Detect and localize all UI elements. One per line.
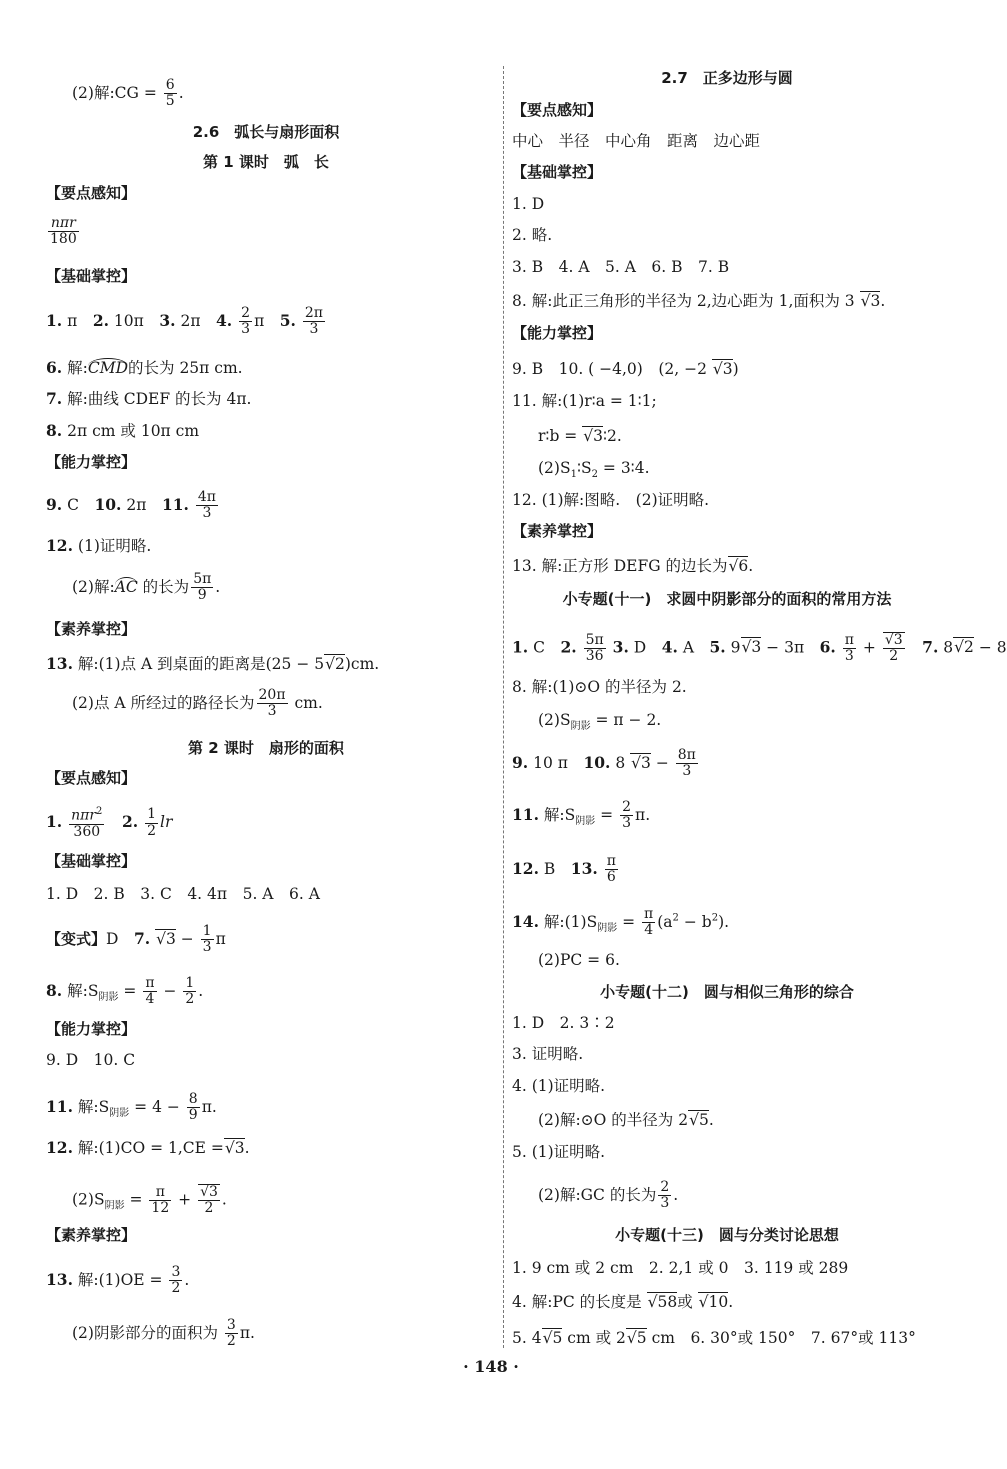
lesson-title: 第 2 课时 扇形的面积	[188, 739, 344, 757]
answer-line: r∶b = √3∶2.	[538, 427, 622, 445]
answer-line: 9. B 10. ( −4,0) (2, −2 √3)	[512, 360, 739, 378]
answer-line: 8. 2π cm 或 10π cm	[46, 421, 200, 440]
answer-line: (2)解:AC 的长为 $\frac{5\pi}{9}$ .	[72, 571, 221, 604]
answer-line: 12. (1)解:图略. (2)证明略.	[512, 491, 710, 509]
topic-title: 小专题(十三) 圆与分类讨论思想	[615, 1226, 839, 1244]
answer-line: 13. 解:(1)OE = $\frac{3}{2}$ .	[46, 1264, 190, 1297]
section-tag: 【能力掌控】	[46, 1020, 137, 1038]
section-tag: 【基础掌控】	[46, 852, 137, 870]
answer-line: 9. C 10. 2π 11. $\frac{4\pi}{3}$	[46, 489, 216, 522]
section-tag: 【能力掌控】	[512, 324, 603, 342]
answer-line: 11. 解:(1)r∶a = 1∶1;	[512, 392, 657, 410]
answer-line: 1. π 2. 10π 3. 2π 4. $\frac{2}{3}$ π 5. $\frac{2\pi}{3}$	[46, 305, 323, 338]
answer-line: $\frac{\text{nπr}}{180}$	[50, 215, 77, 248]
answer-line: 13. 解:(1)点 A 到桌面的距离是(25 − 5√2)cm.	[46, 654, 380, 673]
answer-line: (2)阴影部分的面积为 $\frac{3}{2}$ π.	[72, 1317, 255, 1350]
answer-line: 12. (1)证明略.	[46, 536, 152, 555]
answer-line: $(2)S_{阴影} = \pi - 2$.	[538, 711, 662, 733]
answer-line: (2)点 A 所经过的路径长为 $\frac{20\pi}{3}$ cm.	[72, 687, 323, 720]
answer-line: 14. 解$:(1)S_{阴影}$ = $\frac{\pi}{4}$ $(a^2 - b^2)$.	[512, 906, 730, 939]
answer-line: 12. 解:(1)CO = 1,CE =√3.	[46, 1138, 250, 1157]
answer-line: (2)PC = 6.	[538, 951, 620, 969]
answer-line: (2)解:GC 的长为 $\frac{2}{3}$ .	[538, 1179, 679, 1212]
section-title: 2.6 弧长与扇形面积	[192, 123, 340, 141]
answer-line: $(2)S_{阴影}$ = $\frac{\pi}{12}$ + $\frac{√3}{2}$ .	[72, 1183, 227, 1217]
page-number: · 148 ·	[463, 1357, 519, 1376]
answer-line: $(2)S_1∶S_2$ = 3∶4.	[538, 459, 650, 481]
section-tag: 【素养掌控】	[512, 522, 603, 540]
answer-line: 11. 解$:S_{阴影} = 4$ − $\frac{8}{9}$ π.	[46, 1091, 217, 1124]
answer-line: 1. 9 cm 或 2 cm 2. 2,1 或 0 3. 119 或 289	[512, 1259, 849, 1277]
answer-line: 12. B 13. $\frac{\pi}{6}$	[512, 853, 616, 886]
section-tag: 【要点感知】	[46, 769, 137, 787]
answer-line: 9. D 10. C	[46, 1051, 136, 1069]
answer-line: 4. (1)证明略.	[512, 1077, 606, 1095]
section-tag: 【要点感知】	[46, 184, 137, 202]
answer-line: 9. 10 π 10. 8 √3 − $\frac{8\pi}{3}$	[512, 747, 696, 780]
answer-line: 5. 4√5 cm 或 2√5 cm 6. 30°或 150° 7. 67°或 113°	[512, 1329, 916, 1347]
answer-line: 11. 解$:S_{阴影}$ = $\frac{2}{3}$ π.	[512, 799, 651, 832]
section-tag: 【基础掌控】	[46, 267, 137, 285]
column-divider	[503, 66, 504, 1348]
answer-line: 8. 解:此正三角形的半径为 2,边心距为 1,面积为 3 √3.	[512, 292, 886, 310]
answer-line: 8. 解$:S_{阴影}$ = $\frac{\pi}{4}$ − $\frac{1}{2}$ .	[46, 975, 204, 1008]
answer-line: 1. $\frac{n\pi r^2}{360}$ 2. $\frac{1}{2}$ lr	[46, 806, 173, 841]
answer-line: 1. D	[512, 195, 545, 213]
answer-line: 5. (1)证明略.	[512, 1143, 606, 1161]
answer-line: 3. B 4. A 5. A 6. B 7. B	[512, 258, 730, 276]
answer-line: 13. 解:正方形 DEFG 的边长为√6.	[512, 557, 754, 575]
answer-line: 中心 半径 中心角 距离 边心距	[512, 132, 761, 150]
answer-line: 8. 解:(1)⊙O 的半径为 2.	[512, 678, 687, 696]
section-title: 2.7 正多边形与圆	[661, 69, 793, 87]
lesson-title: 第 1 课时 弧 长	[203, 153, 329, 171]
topic-title: 小专题(十二) 圆与相似三角形的综合	[600, 983, 854, 1001]
answer-line: 6. 解:CMD的长为 25π cm.	[46, 358, 243, 377]
answer-line: 1. D 2. 3∶2	[512, 1014, 615, 1032]
answer-line: 【变式】D 7. √3 − $\frac{1}{3}$ π	[46, 923, 226, 956]
answer-line: 4. 解:PC 的长度是 √58或 √10.	[512, 1293, 734, 1311]
answer-line: 2. 略.	[512, 226, 553, 244]
section-tag: 【基础掌控】	[512, 163, 603, 181]
section-tag: 【要点感知】	[512, 101, 603, 119]
topic-title: 小专题(十一) 求圆中阴影部分的面积的常用方法	[562, 590, 892, 608]
answer-line: 3. 证明略.	[512, 1045, 584, 1063]
answer-line: (2)解:CG = $\frac{6}{5}$ .	[72, 77, 184, 110]
section-tag: 【能力掌控】	[46, 453, 137, 471]
answer-line: 1. C 2. $\frac{5\pi}{36}$ 3. D 4. A 5. 9√3 − 3π 6. $\frac{\pi}{3}$ + $\frac{√3}{2}$ 7. 8√2 − 8	[512, 631, 1007, 665]
answer-line: 1. D 2. B 3. C 4. 4π 5. A 6. A	[46, 885, 320, 903]
section-tag: 【素养掌控】	[46, 620, 137, 638]
answer-line: 7. 解:曲线 CDEF 的长为 4π.	[46, 389, 252, 408]
answer-line: (2)解:⊙O 的半径为 2√5.	[538, 1111, 714, 1129]
section-tag: 【素养掌控】	[46, 1226, 137, 1244]
